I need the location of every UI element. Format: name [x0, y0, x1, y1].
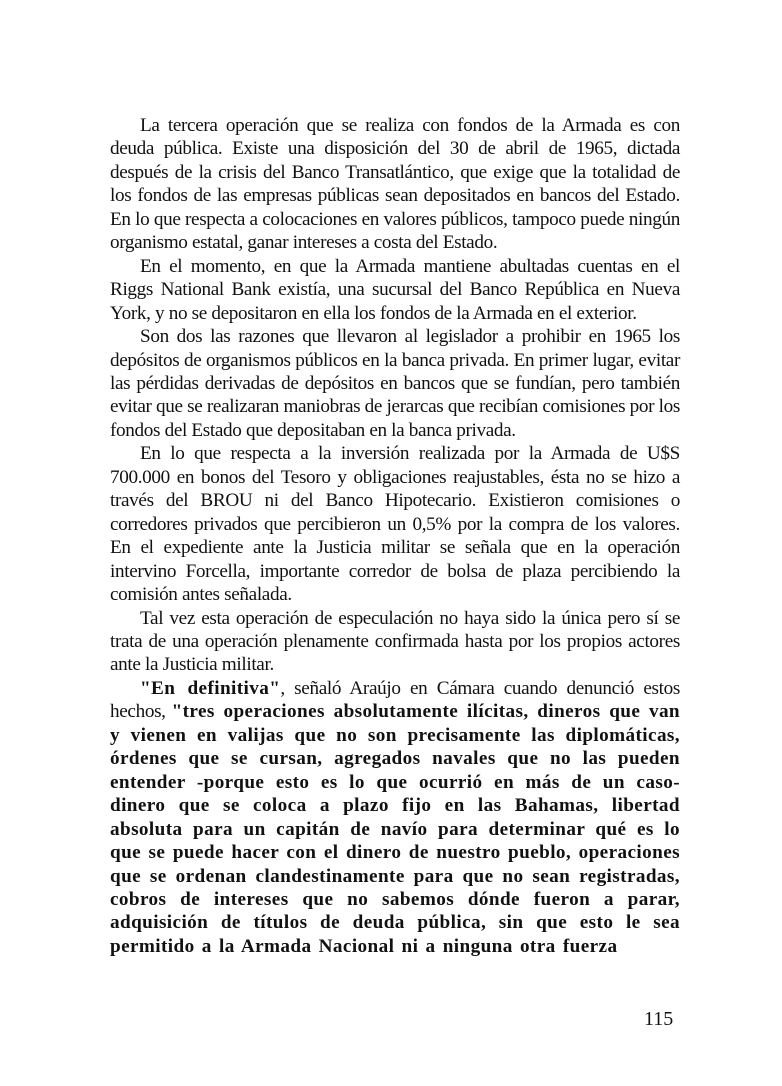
paragraph-riggs-bank: En el momento, en que la Armada mantiene abultadas cuentas en el Riggs National Bank existía, una sucursal del Banco República en Nueva York, y no se depositaron en ella los fondos de la Armada en el exterior. — [110, 255, 680, 324]
page-body — [110, 114, 680, 958]
quote-open: "En definitiva" — [140, 677, 281, 699]
quote-narration: , señaló Araújo en Cámara cuando denunció estos hechos, — [110, 677, 680, 723]
paragraph-araujo-quote — [110, 677, 680, 958]
paragraph-razones-1965: Son dos las razones que llevaron al legislador a prohibir en 1965 los depósitos de organismos públicos en la banca privada. En primer lugar, evitar las pérdidas derivadas de depósitos en bancos que se fundían, pero también evitar que se realizaran maniobras de jerarcas que recibían comisiones por los fondos del Estado que depositaban en la banca privada. — [110, 326, 680, 441]
paragraph-deuda-publica: La tercera operación que se realiza con fondos de la Armada es con deuda pública. Existe una disposición del 30 de abril de 1965, dictada después de la crisis del Banco Transatlántico, que exige que la totalidad de los fondos de las empresas públicas sean depositados en bancos del Estado. En lo que respecta a colocaciones en valores públicos, tampoco puede ningún organismo estatal, ganar intereses a costa del Estado. — [110, 115, 680, 254]
paragraph-especulacion: Tal vez esta operación de especulación no haya sido la única pero sí se trata de una operación plenamente confirmada hasta por los propios actores ante la Justicia militar. — [110, 607, 680, 676]
quote-body: "tres operaciones absolutamente ilícitas, dineros que van y vienen en valijas que no son precisamente las diplomáticas, órdenes que se cursan, agregados navales que no las pueden entender -porque esto es lo que ocurrió en más de un caso- dinero que se coloca a plazo fijo en las Bahamas, libertad absoluta para un capitán de navío para determinar qué es lo que se puede hacer con el dinero de nuestro pueblo, operaciones que se ordenan clandestinamente para que no sean registradas, cobros de intereses que no sabemos dónde fueron a parar, adquisición de títulos de deuda pública, sin que esto le sea permitido a la Armada Nacional ni a ninguna otra fuerza — [110, 701, 681, 957]
paragraph-inversion-bonos: En lo que respecta a la inversión realizada por la Armada de U$S 700.000 en bonos del Tesoro y obligaciones reajustables, ésta no se hizo a través del BROU ni del Banco Hipotecario. Existieron comisiones o corredores privados que percibieron un 0,5% por la compra de los valores. En el expediente ante la Justicia militar se señala que en la operación intervino Forcella, importante corredor de bolsa de plaza percibiendo la comisión antes señalada. — [110, 443, 680, 606]
page-number: 115 — [644, 1008, 674, 1030]
